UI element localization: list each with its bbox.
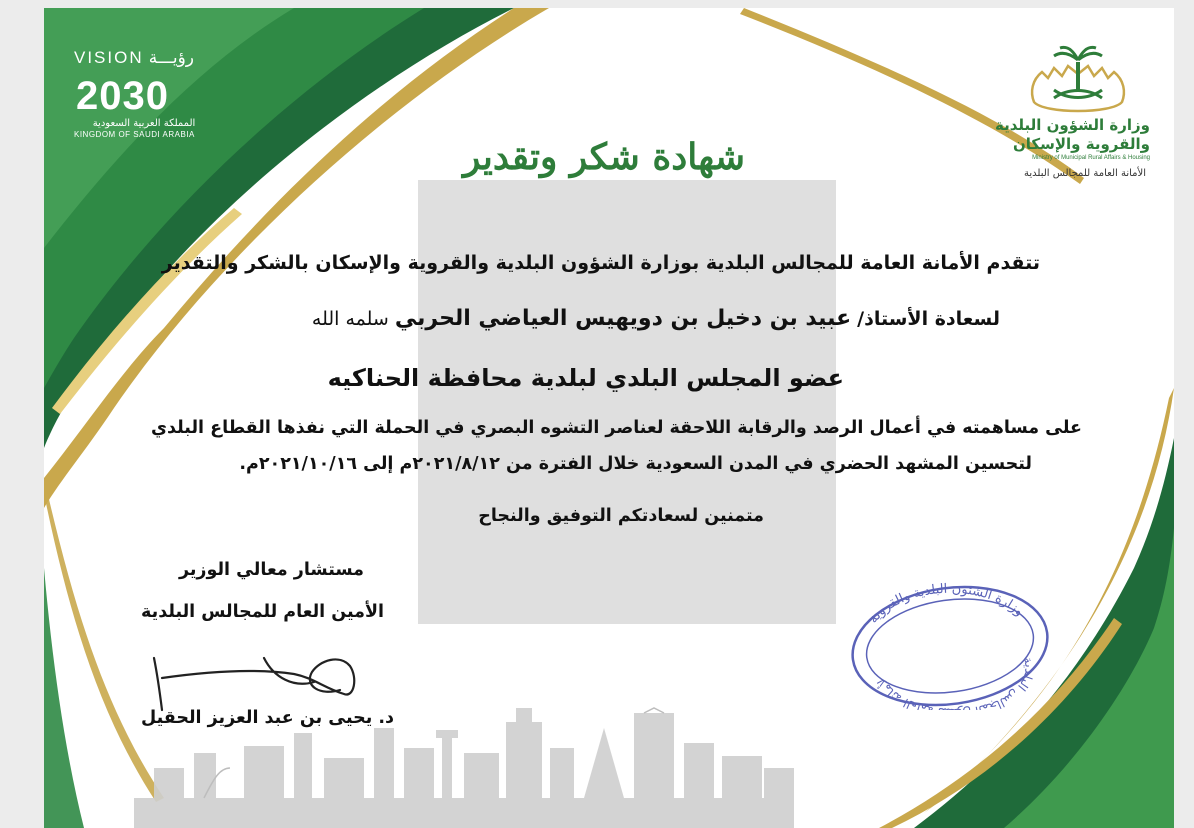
certificate-title: شهادة شكر وتقدير	[463, 136, 745, 178]
handwritten-signature	[144, 638, 374, 718]
recipient-line	[312, 306, 1000, 331]
stamp-outer-text: وزارة الشئون البلدية والقروية	[865, 581, 1027, 627]
ministry-name-line1: وزارة الشؤون البلدية	[994, 116, 1150, 134]
palm-swords-emblem-icon	[1002, 44, 1154, 116]
recipient-suffix: سلمه الله	[311, 308, 389, 330]
signer-role-line1: مستشار معالي الوزير	[178, 560, 364, 580]
signer-name: د. يحيى بن عبد العزيز الحقيل	[141, 708, 394, 728]
recipient-position: عضو المجلس البلدي لبلدية محافظة الحناكيه	[327, 364, 844, 392]
certificate-body-line2: لتحسين المشهد الحضري في المدن السعودية خلال الفترة من ٢٠٢١/٨/١٢م إلى ٢٠٢١/١٠/١٦م.	[239, 454, 1032, 474]
ministry-name-en: Ministry of Municipal Rural Affairs & Housing	[1032, 155, 1150, 161]
stamp-inner-text: الأمانة العام لمجالس البلدية	[874, 655, 1037, 710]
recipient-prefix: لسعادة الأستاذ/	[857, 308, 1000, 330]
vision-word-ar: رؤيـــة	[148, 48, 194, 68]
certificate-closing: متمنين لسعادتكم التوفيق والنجاح	[478, 506, 764, 526]
certificate-sheet	[44, 8, 1174, 828]
certificate-intro: تتقدم الأمانة العامة للمجالس البلدية بوزارة الشؤون البلدية والقروية والإسكان بالشكر والتقدير	[161, 252, 1040, 274]
vision-word-en: VISION	[74, 48, 144, 67]
official-stamp	[844, 580, 1056, 710]
vision-2030-logo	[74, 46, 214, 141]
ministry-department: الأمانة العامة للمجالس البلدية	[1024, 168, 1146, 179]
ministry-name-line2: والقروية والإسكان	[1012, 135, 1150, 153]
watermark-panel	[418, 180, 836, 624]
vision-country-en: KINGDOM OF SAUDI ARABIA	[74, 130, 195, 139]
recipient-name: عبيد بن دخيل بن دويهيس العياضي الحربي	[394, 306, 852, 331]
certificate-body-line1: على مساهمته في أعمال الرصد والرقابة اللاحقة لعناصر التشوه البصري في الحملة التي نفذها القطاع البلدي	[151, 418, 1082, 438]
ministry-logo	[994, 44, 1154, 194]
signer-role-line2: الأمين العام للمجالس البلدية	[141, 602, 384, 622]
vision-country-ar: المملكة العربية السعودية	[92, 118, 196, 129]
vision-year: 2030	[76, 74, 169, 118]
